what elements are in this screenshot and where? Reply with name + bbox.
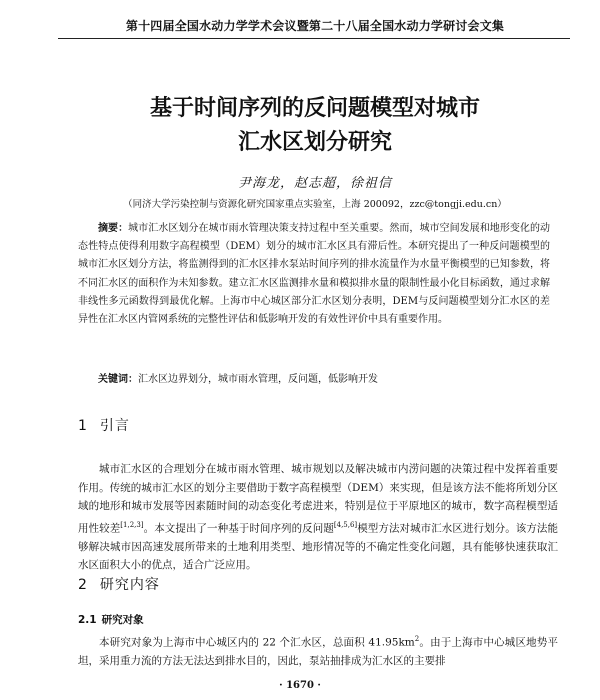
running-header: 第十四届全国水动力学学术会议暨第二十八届全国水动力学研讨会文集 (125, 19, 505, 33)
title-line-1: 基于时间序列的反问题模型对城市 (149, 96, 480, 121)
section-title: 研究内容 (99, 577, 160, 593)
abstract-text: 城市汇水区划分在城市雨水管理决策支持过程中至关重要。然而，城市空间发展和地形变化的动态性特点使得利用数字高程模型（DEM）划分的城市汇水区具有滞后性。本研究提出了一种反问题模型的城市汇水区划分方法，将监测得到的汇水区排水泵站时间序列的排水流量作为水量平衡模型的已知参数，将不同汇水区的面积作为未知参数。建立汇水区监测排水量和模拟排水量的限制性最小化目标函数，通过求解非线性多元函数得到最优化解。上海市中心城区部分汇水区划分表明，DEM与反问题模型划分汇水区的差异性在汇水区内管网系统的完整性评估和低影响开发的有效性评价中具有重要作用。 (78, 223, 551, 326)
affiliation: （同济大学污染控制与资源化研究国家重点实验室，上海 200092，zzc@tongji.edu.cn） (123, 199, 507, 210)
para-text: 。本文提出了一种基于时间序列的反问题 (143, 522, 334, 534)
section-title: 引言 (99, 418, 130, 434)
keywords (78, 370, 550, 385)
abstract-label: 摘要： (98, 223, 129, 234)
subsection-title: 研究对象 (101, 614, 144, 626)
section-number: 1 (78, 418, 88, 434)
header-rule (58, 38, 570, 39)
subsection-number: 2.1 (78, 614, 97, 626)
para-text: 。由于上海市中心城区地势平坦，采用重力流的方法无法达到排水目的，因此，泵站抽排成为汇水区的主要排 (78, 636, 558, 667)
keywords-text: 汇水区边界划分，城市雨水管理，反问题，低影响开发 (138, 374, 378, 385)
title-line-2: 汇水区划分研究 (237, 130, 392, 155)
superscript: 2 (414, 635, 420, 643)
keywords-label: 关键词： (98, 374, 138, 385)
citation: [1,2,3] (120, 520, 144, 529)
introduction-paragraph (78, 460, 558, 575)
research-object-paragraph (78, 630, 558, 671)
section-heading-research-content (78, 574, 160, 594)
section-number: 2 (78, 577, 88, 593)
para-text: 模型方法对城市汇水区进行划分。该方法能够解决城市因高速发展所带来的土地利用类型、地形情况等的不确定性变化问题，具有能够快速获取汇水区面积大小的优点，适合广泛应用。 (78, 522, 559, 571)
page-number: · 1670 · (279, 680, 321, 691)
abstract (78, 220, 550, 329)
section-heading-introduction (78, 415, 130, 435)
para-text: 本研究对象为上海市中心城区内的 22 个汇水区，总面积 41.95km (99, 636, 415, 649)
citation: [4,5,6] (333, 520, 358, 529)
subsection-heading-research-object (78, 612, 144, 627)
paper-title (70, 92, 560, 160)
para-text: 城市汇水区的合理划分在城市雨水管理、城市规划以及解决城市内涝问题的决策过程中发挥着重要作用。传统的城市汇水区的划分主要借助于数字高程模型（DEM）来实现，但是该方法不能将所划分区域的地形和城市发展等因素随时间的动态变化考虑进来，特别是位于平原地区的城市，数字高程模型适用性较差 (78, 463, 558, 534)
authors: 尹海龙，赵志超，徐祖信 (237, 176, 392, 191)
